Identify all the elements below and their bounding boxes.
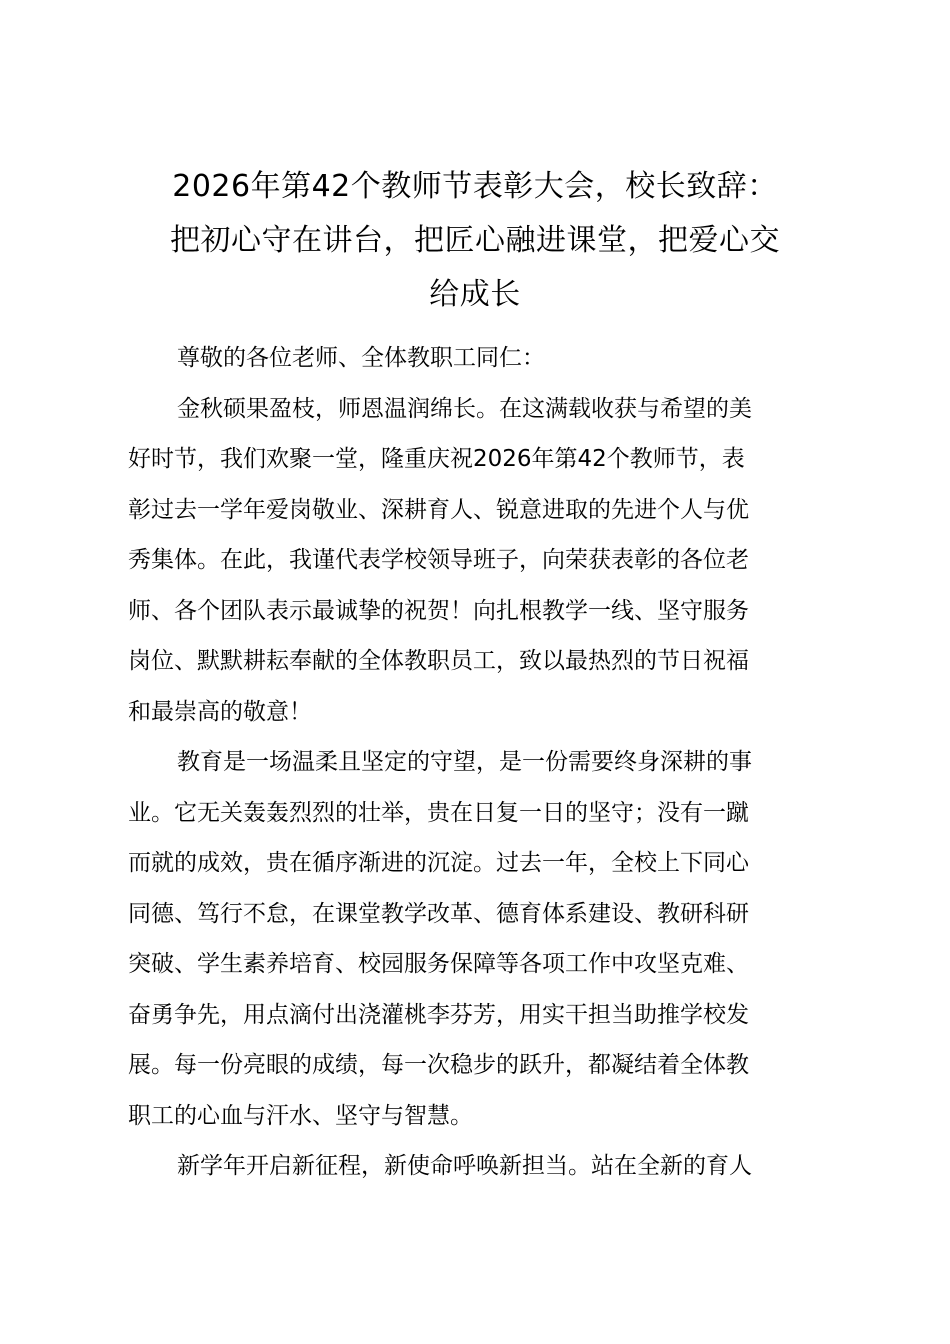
paragraph-line: 业。它无关轰轰烈烈的壮举，贵在日复一日的坚守；没有一蹴 [128, 799, 749, 826]
paragraph-line: 教育是一场温柔且坚定的守望，是一份需要终身深耕的事 [177, 749, 752, 775]
paragraph-line: 师、各个团队表示最诚挚的祝贺！向扎根教学一线、坚守服务 [128, 597, 749, 624]
paragraph-line: 岗位、默默耕耘奉献的全体教职员工，致以最热烈的节日祝福 [128, 648, 749, 674]
paragraph-line: 同德、笃行不怠，在课堂教学改革、德育体系建设、教研科研 [128, 900, 749, 927]
paragraph-line: 金秋硕果盈枝，师恩温润绵长。在这满载收获与希望的美 [177, 395, 752, 422]
paragraph-line: 新学年开启新征程，新使命呼唤新担当。站在全新的育人 [177, 1153, 752, 1179]
paragraph-line: 秀集体。在此，我谨代表学校领导班子，向荣获表彰的各位老 [128, 547, 749, 573]
title-line: 把初心守在讲台，把匠心融进课堂，把爱心交 [170, 223, 780, 258]
paragraph-line: 而就的成效，贵在循序渐进的沉淀。过去一年，全校上下同心 [128, 850, 749, 876]
paragraph-greeting [128, 384, 838, 738]
paragraph-line: 奋勇争先，用点滴付出浇灌桃李芬芳，用实干担当助推学校发 [128, 1001, 749, 1028]
paragraph-line: 职工的心血与汗水、坚守与智慧。 [128, 1102, 473, 1129]
document-body [128, 333, 838, 1192]
title-line: 给成长 [429, 277, 521, 312]
salutation [128, 333, 838, 384]
paragraph-education [128, 737, 838, 1141]
title-line: 2026年第42个教师节表彰大会，校长致辞： [172, 169, 778, 204]
paragraph-new-semester [128, 1141, 838, 1192]
paragraph-line: 展。每一份亮眼的成绩，每一次稳步的跃升，都凝结着全体教 [128, 1052, 749, 1078]
paragraph-line: 突破、学生素养培育、校园服务保障等各项工作中攻坚克难、 [128, 951, 749, 977]
salutation-text: 尊敬的各位老师、全体教职工同仁： [177, 345, 545, 371]
paragraph-line: 和最崇高的敬意！ [128, 698, 312, 725]
paragraph-line: 好时节，我们欢聚一堂，隆重庆祝2026年第42个教师节，表 [128, 446, 745, 472]
paragraph-line: 彰过去一学年爱岗敬业、深耕育人、锐意进取的先进个人与优 [128, 496, 749, 523]
document-title [118, 160, 832, 322]
